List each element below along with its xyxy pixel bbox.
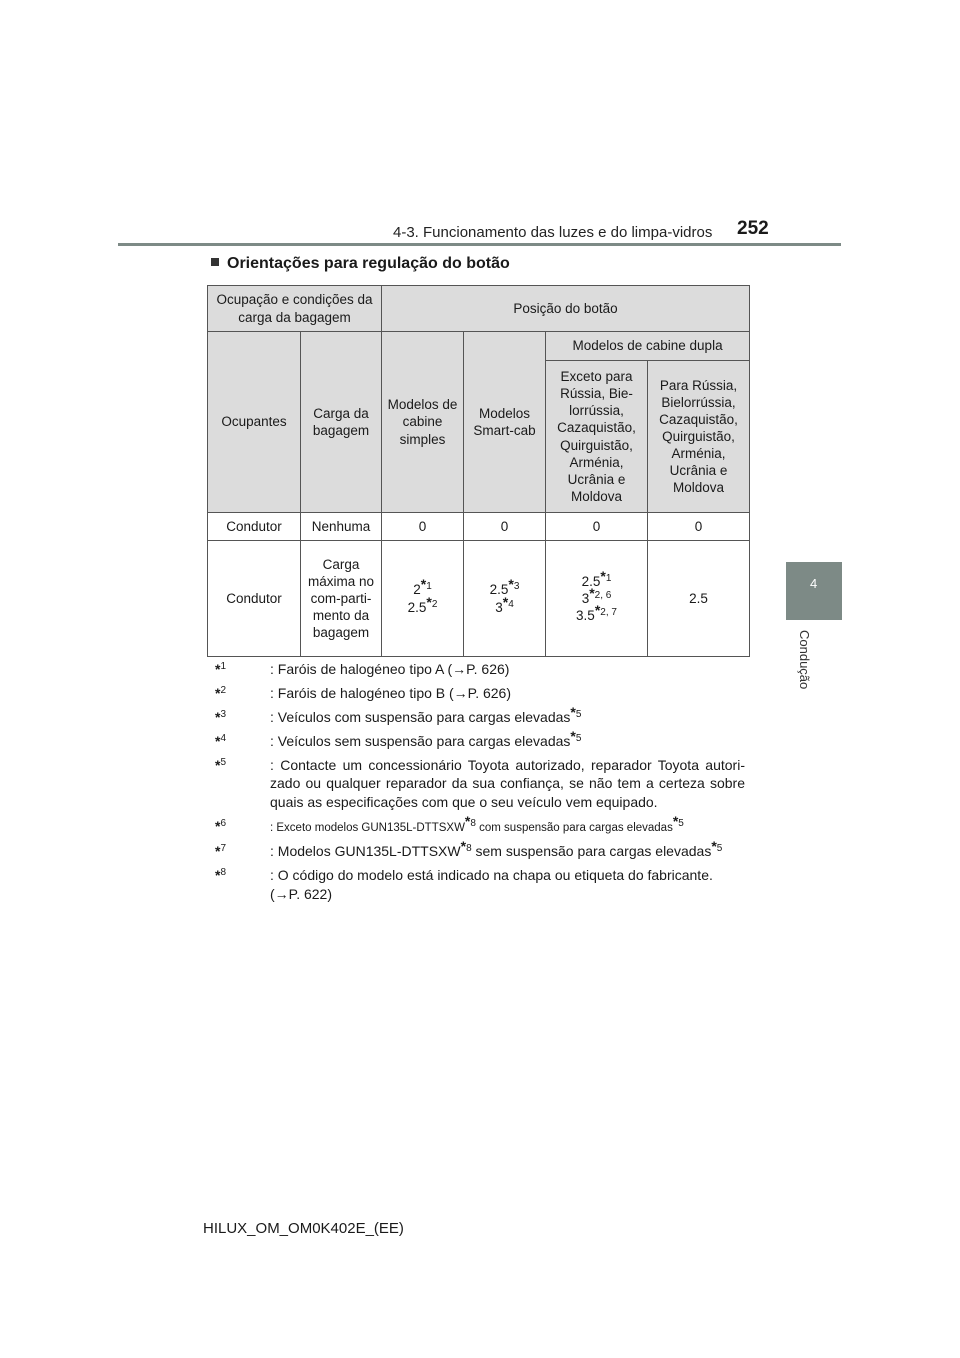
side-tab-label: Condução <box>797 630 812 690</box>
side-tab <box>786 562 842 620</box>
row2-single-b-value: 2.5 <box>407 599 427 615</box>
row2-double-b-ref: 2, 6 <box>594 589 612 601</box>
row1-luggage: Nenhuma <box>301 513 382 541</box>
col-single-cab: Modelos de cabine simples <box>382 332 464 513</box>
row2-smart-b-value: 3 <box>495 599 503 615</box>
footnote-text: : Contacte um concessionário Toyota autorizado, reparador Toyota autori-zado ou qualquer reparador da sua confiança, se não tem a certeza sobre quais as especificações com que o seu veículo vem equipado. <box>270 756 745 811</box>
footnote-text-a: : Modelos GUN135L-DTTSXW <box>270 842 461 859</box>
footnote-mark: 2 <box>220 684 227 696</box>
footnote-ref-a: 8 <box>470 818 476 830</box>
row2-single-b-ref: 2 <box>431 598 438 610</box>
row2-double-c-value: 3.5 <box>576 608 595 624</box>
footnote: *$^8$ : O código do modelo está indicado na chapa ou etiqueta do fabricante. (→P. 622) <box>215 866 713 902</box>
side-tab-number: 4 <box>810 576 818 591</box>
footnote: *$^1$ : Faróis de halogéneo tipo A (→P. 626) <box>215 661 510 677</box>
row2-single: 2$^{*1}$ 2.5$^{*2}$ <box>382 541 464 657</box>
footnote: *$^5$ : Contacte um concessionário Toyota autorizado, reparador Toyota autori-zado ou qualquer reparador da sua confiança, se não tem a certeza sobre quais as especificações com que o seu veículo vem equipado. <box>215 756 745 811</box>
row2-double-c-ref: 2, 7 <box>600 607 617 619</box>
footnote-ref-b: 5 <box>716 842 723 854</box>
row2-double-except: 2.5$^{*1}$ 3$^{*2, 6}$ 3.5$^{*2, 7}$ <box>546 541 648 657</box>
footnote-text: : Faróis de halogéneo tipo A (→P. 626) <box>270 661 510 677</box>
footnote-ref-b: 5 <box>678 818 684 830</box>
footnote: *$^3$ : Veículos com suspensão para cargas elevadas$^{*5}$ <box>215 703 582 725</box>
row1-smart: 0 <box>464 513 546 541</box>
footnote-ref: 5 <box>575 732 582 744</box>
footnote-mark: 7 <box>220 842 227 854</box>
document-code: HILUX_OM_OM0K402E_(EE) <box>203 1220 404 1237</box>
header-rule <box>118 243 841 246</box>
footnote-text: : Veículos com suspensão para cargas elevadas <box>270 708 571 725</box>
footnote-mark: 1 <box>220 661 227 672</box>
col-for-russia: Para Rússia, Bielorrússia, Cazaquistão, Quirguistão, Arménia, Ucrânia e Moldova <box>648 361 750 513</box>
footnote-text-b: com suspensão para cargas elevadas <box>475 822 673 835</box>
header-occupancy: Ocupação e condições da carga da bagagem <box>208 286 382 332</box>
col-except-russia: Exceto para Rússia, Bie-lorrússia, Cazaquistão, Quirguistão, Arménia, Ucrânia e Moldova <box>546 361 648 513</box>
footnote-text: : O código do modelo está indicado na chapa ou etiqueta do fabricante. (→P. 622) <box>270 866 713 902</box>
footnotes <box>215 660 745 908</box>
row2-smart-b-ref: 4 <box>508 598 514 610</box>
footnote-mark: 3 <box>220 708 227 720</box>
footnote-text-b: sem suspensão para cargas elevadas <box>471 842 712 859</box>
section-title: 4-3. Funcionamento das luzes e do limpa-vidros <box>393 224 713 241</box>
row2-luggage: Carga máxima no com-parti-mento da bagagem <box>301 541 382 657</box>
row2-double-a-ref: 1 <box>605 572 612 584</box>
footnote-ref: 5 <box>575 708 582 720</box>
row2-double-a-value: 2.5 <box>581 573 601 589</box>
col-occupants: Ocupantes <box>208 332 301 513</box>
footnote: *$^6$ : Exceto modelos GUN135L-DTTSXW$^{*8}$ com suspensão para cargas elevadas$^{*5}$ <box>215 813 684 835</box>
row2-smart-a-value: 2.5 <box>489 582 509 598</box>
footnote-text-a: : Exceto modelos GUN135L-DTTSXW <box>270 822 465 835</box>
adjustment-table <box>207 285 750 657</box>
footnote-text: : Faróis de halogéneo tipo B (→P. 626) <box>270 684 512 701</box>
footnote-mark: 4 <box>220 732 227 744</box>
footnote: *$^4$ : Veículos sem suspensão para cargas elevadas$^{*5}$ <box>215 727 582 749</box>
row2-occupants: Condutor <box>208 541 301 657</box>
header-position: Posição do botão <box>382 286 750 332</box>
row1-single: 0 <box>382 513 464 541</box>
subheading-text: Orientações para regulação do botão <box>227 255 510 272</box>
row2-smart: 2.5$^{*3}$ 3$^{*4}$ <box>464 541 546 657</box>
col-smart-cab: Modelos Smart-cab <box>464 332 546 513</box>
square-bullet-icon <box>211 258 219 266</box>
row2-double-b-value: 3 <box>581 590 590 606</box>
row1-double-except: 0 <box>546 513 648 541</box>
footnote-text: : Veículos sem suspensão para cargas elevadas <box>270 732 571 749</box>
footnote-ref-a: 8 <box>466 842 472 854</box>
row2-single-a-ref: 1 <box>426 581 432 593</box>
subheading <box>211 255 510 273</box>
row2-double-russia: 2.5 <box>648 541 750 657</box>
footnote: *$^2$ : Faróis de halogéneo tipo B (→P. 626) <box>215 684 512 701</box>
row1-double-russia: 0 <box>648 513 750 541</box>
footnote-mark: 5 <box>220 756 227 768</box>
page-number: 252 <box>737 218 769 239</box>
footnote-mark: 6 <box>220 818 227 830</box>
row2-smart-a-ref: 3 <box>513 581 520 593</box>
row2-single-a-value: 2 <box>413 582 421 598</box>
row1-occupants: Condutor <box>208 513 301 541</box>
col-luggage: Carga da bagagem <box>301 332 382 513</box>
col-double-cab: Modelos de cabine dupla <box>546 332 750 361</box>
footnote: *$^7$ : Modelos GUN135L-DTTSXW$^{*8}$ sem suspensão para cargas elevadas$^{*5}$ <box>215 837 723 859</box>
footnote-mark: 8 <box>220 866 227 878</box>
